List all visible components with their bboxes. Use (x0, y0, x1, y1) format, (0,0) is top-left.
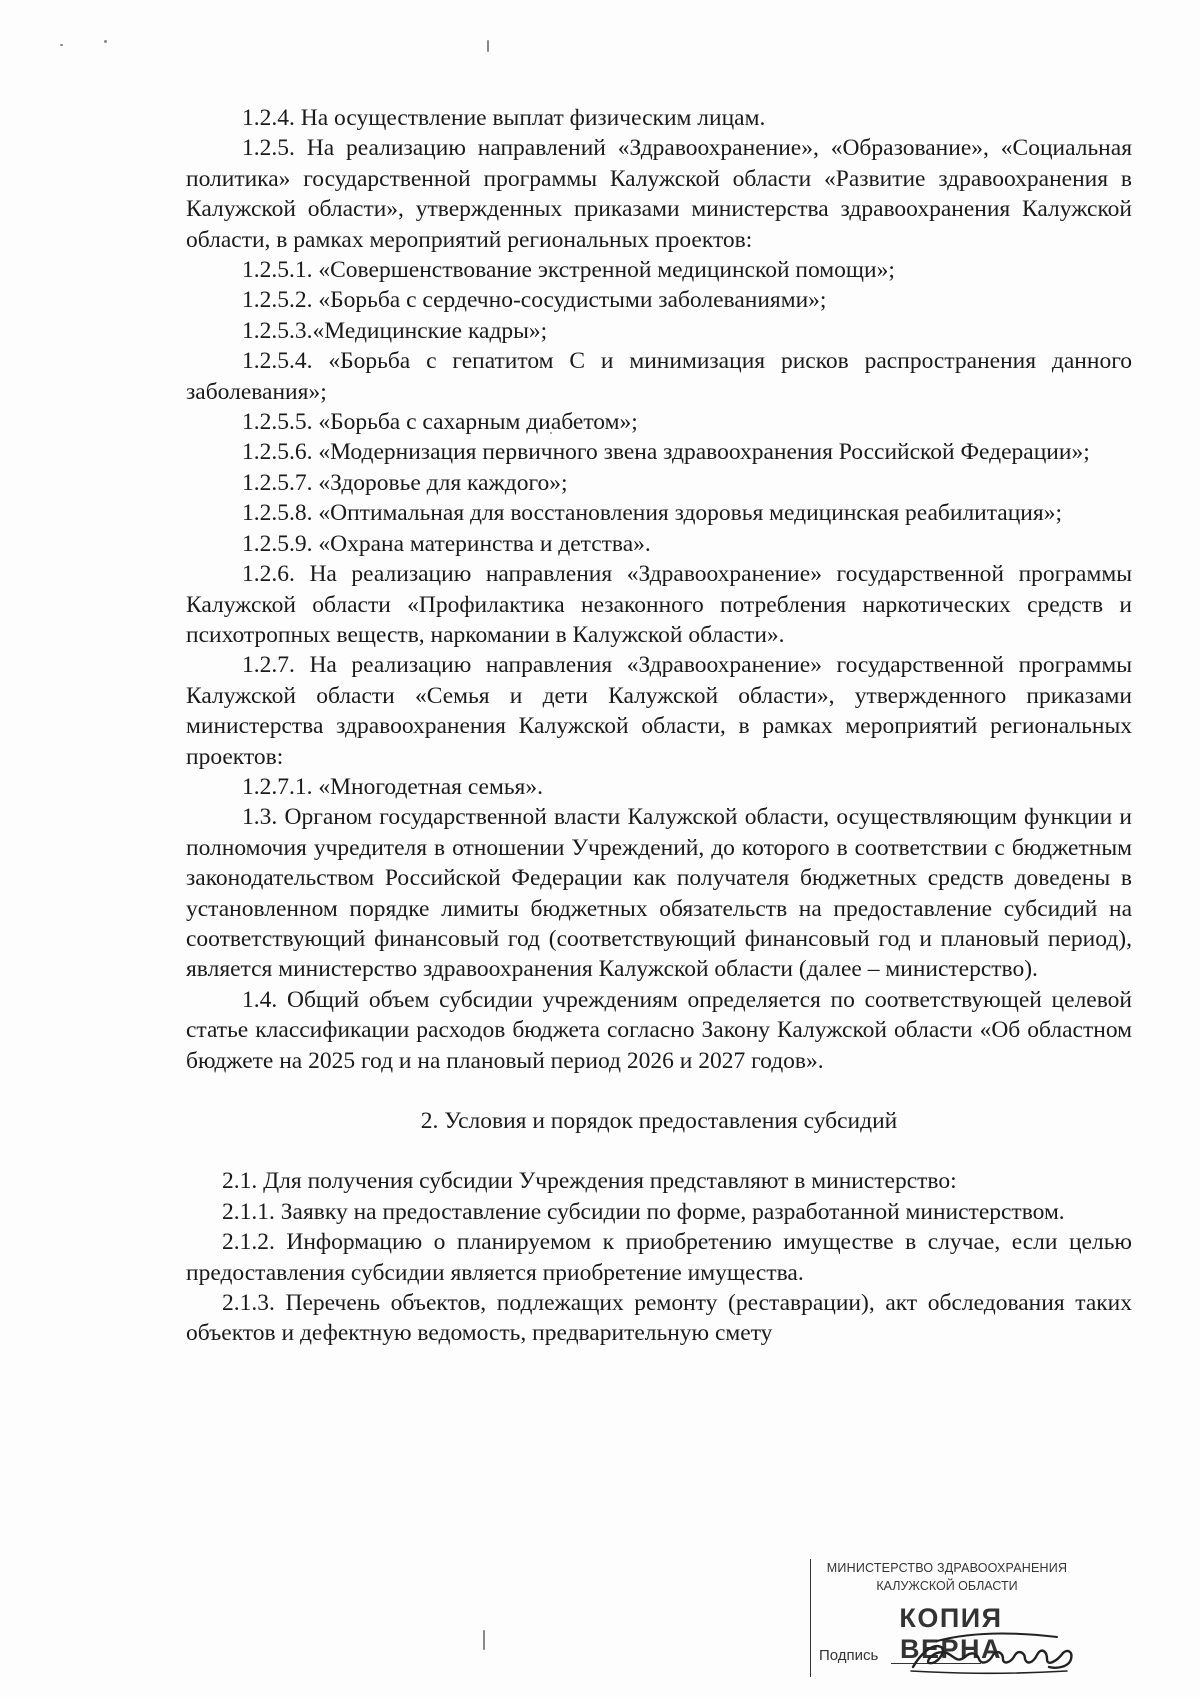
paragraph-1-2-5: 1.2.5. На реализацию направлений «Здравоохранение», «Образование», «Социальная политика» государственной программы Калужской области «Развитие здравоохранения в Калужской области», утвержденных приказами министерства здравоохранения Калужской области, в рамках мероприятий региональных проектов: (186, 135, 1132, 253)
scan-speck (60, 44, 63, 46)
stamp-org-line1: МИНИСТЕРСТВО ЗДРАВООХРАНЕНИЯ (826, 1561, 1068, 1575)
scan-speck (483, 1630, 485, 1650)
stamp-signature-label: Подпись (819, 1647, 879, 1664)
section-heading: 2. Условия и порядок предоставления субсидий (420, 1108, 898, 1134)
paragraph-1-4: 1.4. Общий объем субсидии учреждениям определяется по соответствующей целевой статье классификации расходов бюджета согласно Закону Калужской области «Об областном бюджете на 2025 год и на плановый период 2026 и 2027 годов». (186, 986, 1132, 1074)
paragraph-1-2-5-6: 1.2.5.6. «Модернизация первичного звена здравоохранения Российской Федерации»; (242, 439, 1090, 466)
scan-speck (104, 40, 107, 43)
paragraph-2-1: 2.1. Для получения субсидии Учреждения представляют в министерство: (222, 1168, 957, 1195)
paragraph-1-2-5-2: 1.2.5.2. «Борьба с сердечно-сосудистыми заболеваниями»; (242, 287, 827, 314)
paragraph-1-2-5-3: 1.2.5.3.«Медицинские кадры»; (242, 317, 548, 344)
scan-speck (487, 40, 489, 52)
paragraph-2-1-1: 2.1.1. Заявку на предоставление субсидии по форме, разработанной министерством. (222, 1198, 1065, 1225)
paragraph-1-2-5-8: 1.2.5.8. «Оптимальная для восстановления здоровья медицинская реабилитация»; (242, 500, 1062, 527)
paragraph-1-2-5-1: 1.2.5.1. «Совершенствование экстренной медицинской помощи»; (242, 257, 895, 284)
paragraph-2-1-3: 2.1.3. Перечень объектов, подлежащих ремонту (реставрации), акт обследования таких объектов и дефектную ведомость, предварительную смету (186, 1290, 1132, 1347)
paragraph-1-2-5-7: 1.2.5.7. «Здоровье для каждого»; (242, 469, 568, 496)
document-body (186, 103, 1132, 1349)
certification-stamp (810, 1559, 1079, 1677)
handwritten-signature (907, 1623, 1077, 1677)
stamp-copy-text: КОПИЯ ВЕРНА (899, 1603, 1003, 1664)
paragraph-1-2-7: 1.2.7. На реализацию направления «Здравоохранение» государственной программы Калужской области «Семья и дети Калужской области», утвержденного приказами министерства здравоохранения Калужской области, в рамках мероприятий региональных проектов: (186, 652, 1132, 770)
paragraph-1-2-5-5: 1.2.5.5. «Борьба с сахарным диабетом»; (242, 409, 638, 436)
stamp-org-line2: КАЛУЖСКОЙ ОБЛАСТИ (876, 1579, 1018, 1593)
paragraph-1-2-4: 1.2.4. На осуществление выплат физическим лицам. (242, 105, 766, 131)
paragraph-1-2-5-9: 1.2.5.9. «Охрана материнства и детства». (242, 530, 651, 557)
paragraph-1-2-5-4: 1.2.5.4. «Борьба с гепатитом С и минимизация рисков распространения данного заболевания»; (186, 348, 1132, 405)
paragraph-1-2-7-1: 1.2.7.1. «Многодетная семья». (242, 773, 543, 800)
paragraph-1-2-6: 1.2.6. На реализацию направления «Здравоохранение» государственной программы Калужской области «Профилактика незаконного потребления наркотических средств и психотропных веществ, наркомании в Калужской области». (186, 561, 1132, 648)
paragraph-2-1-2: 2.1.2. Информацию о планируемом к приобретению имуществе в случае, если целью предоставления субсидии является приобретение имущества. (186, 1229, 1132, 1286)
paragraph-1-3: 1.3. Органом государственной власти Калужской области, осуществляющим функции и полномочия учредителя в отношении Учреждений, до которого в соответствии с бюджетным законодательством Российской Федерации как получателя бюджетных средств доведены в установленном порядке лимиты бюджетных обязательств на предоставление субсидий на соответствующий финансовый год (соответствующий финансовый год и плановый период), является министерство здравоохранения Калужской области (далее – министерство). (186, 804, 1132, 983)
